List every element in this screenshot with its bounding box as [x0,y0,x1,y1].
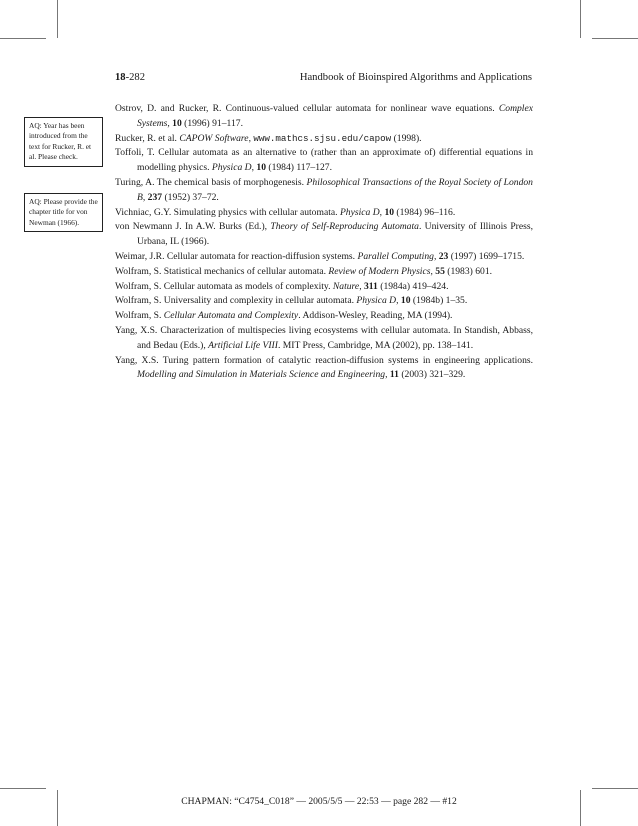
reference-text: Wolfram, S. Statistical mechanics of cellular automata. [115,265,329,277]
reference-text: Wolfram, S. Cellular automata as models of complexity. [115,280,333,292]
reference-separator: , [248,132,254,144]
reference-details: (1984) 96–116. [394,206,456,218]
reference-entry [115,280,533,295]
reference-source-title: Physica D [339,206,380,218]
reference-source-title: CAPOW Software [179,132,249,144]
reference-volume: 10 [384,206,395,218]
reference-separator: , [359,280,364,292]
reference-url[interactable]: www.mathcs.sjsu.edu/capow [253,132,392,144]
reference-text: Turing, A. The chemical basis of morphogenesis. [115,176,307,188]
crop-mark-bottom-right-h [592,788,638,789]
reference-text: Weimar, J.R. Cellular automata for reaction-diffusion systems. [115,250,358,262]
reference-text: Ostrov, D. and Rucker, R. Continuous-valued cellular automata for nonlinear wave equations. [115,103,499,114]
reference-text: von Newmann J. In A.W. Burks (Ed.), [115,221,271,233]
reference-separator: , [430,265,436,277]
reference-source-title: Complex Systems [137,103,533,129]
reference-entry [115,176,533,206]
author-query-box: AQ: Year has been introduced from the text for Rucker, R. et al. Please check. [24,117,103,167]
reference-details: (1984b) 1–35. [410,295,468,307]
reference-text: Yang, X.S. Turing pattern formation of catalytic reaction-diffusion systems in engineering applications. [115,354,533,366]
crop-mark-bottom-left-h [0,788,46,789]
reference-source-title: Nature [332,280,360,292]
reference-separator: , [385,369,390,381]
reference-details: (1983) 601. [444,265,493,277]
reference-separator: , [251,162,257,174]
crop-mark-top-right [580,0,581,38]
running-head-page [115,72,145,83]
reference-separator: , [167,117,173,129]
reference-source-title: Cellular Automata and Complexity [163,310,299,322]
reference-details: (1952) 37–72. [162,191,219,203]
reference-separator: . [277,339,283,351]
reference-details: (1997) 1699–1715. [448,250,525,262]
author-query-box: AQ: Please provide the chapter title for von Newman (1966). [24,193,103,232]
reference-volume: 311 [363,280,378,292]
page-footer: CHAPMAN: “C4754_C018” — 2005/5/5 — 22:53 — page 282 — #12 [181,796,457,807]
reference-volume: 10 [400,295,411,307]
reference-separator: . [298,310,303,322]
reference-text: Wolfram, S. Universality and complexity in cellular automata. [115,295,357,307]
chapter-number: 18 [115,72,126,83]
reference-text: Wolfram, S. [115,310,164,322]
reference-entry [115,220,533,250]
crop-mark-top-left [57,0,58,38]
reference-entry [115,146,533,176]
reference-volume: 10 [172,117,182,129]
reference-entry [115,206,533,221]
reference-details: MIT Press, Cambridge, MA (2002), pp. 138–141. [282,339,474,351]
reference-volume: 55 [435,265,445,277]
reference-entry [115,265,533,280]
reference-details: (1984a) 419–424. [377,280,449,292]
reference-text: Rucker, R. et al. [115,132,180,144]
reference-entry [115,354,533,384]
reference-source-title: Philosophical Transactions of the Royal Society of London B [137,176,533,203]
reference-details: University of Illinois Press, Urbana, IL (1966). [137,221,533,248]
reference-details: (2003) 321–329. [398,369,466,381]
reference-entry [115,309,533,324]
reference-volume: 23 [438,250,449,262]
reference-source-title: Modelling and Simulation in Materials Science and Engineering [137,369,386,381]
reference-source-title: Artificial Life VIII [208,339,278,351]
reference-entry [115,250,533,265]
reference-entry [115,294,533,309]
reference-volume: 10 [256,162,266,174]
reference-details: Addison-Wesley, Reading, MA (1994). [302,310,453,322]
reference-volume: 237 [147,191,163,203]
reference-entry [115,132,533,147]
reference-entry [115,102,533,132]
reference-details: (1998). [391,132,422,144]
reference-text: Vichniac, G.Y. Simulating physics with cellular automata. [115,206,340,218]
crop-mark-top-right-h [592,38,638,39]
reference-volume: 11 [389,369,399,381]
reference-text: Yang, X.S. Characterization of multispecies living ecosystems with cellular automata. In Standish, Abbass, and Bedau (Eds.), [115,324,533,351]
reference-source-title: Review of Modern Physics [328,265,431,277]
reference-separator: , [396,295,401,307]
reference-separator: . [418,221,425,233]
reference-list [115,102,533,383]
reference-details: (1996) 91–117. [181,117,243,129]
reference-separator: , [433,250,439,262]
reference-source-title: Parallel Computing [357,250,434,262]
reference-source-title: Physica D [356,295,397,307]
reference-details: (1984) 117–127. [265,162,332,174]
reference-text: Toffoli, T. Cellular automata as an alternative to (rather than an approximate of) differential equations in modelling physics. [115,147,533,174]
page-number: -282 [125,72,146,83]
crop-mark-top-left-h [0,38,46,39]
reference-source-title: Theory of Self-Reproducing Automata [270,221,419,233]
reference-separator: , [142,191,148,203]
running-head-title: Handbook of Bioinspired Algorithms and Applications [299,72,532,83]
reference-entry [115,324,533,354]
reference-separator: , [379,206,385,218]
reference-source-title: Physica D [211,162,252,174]
